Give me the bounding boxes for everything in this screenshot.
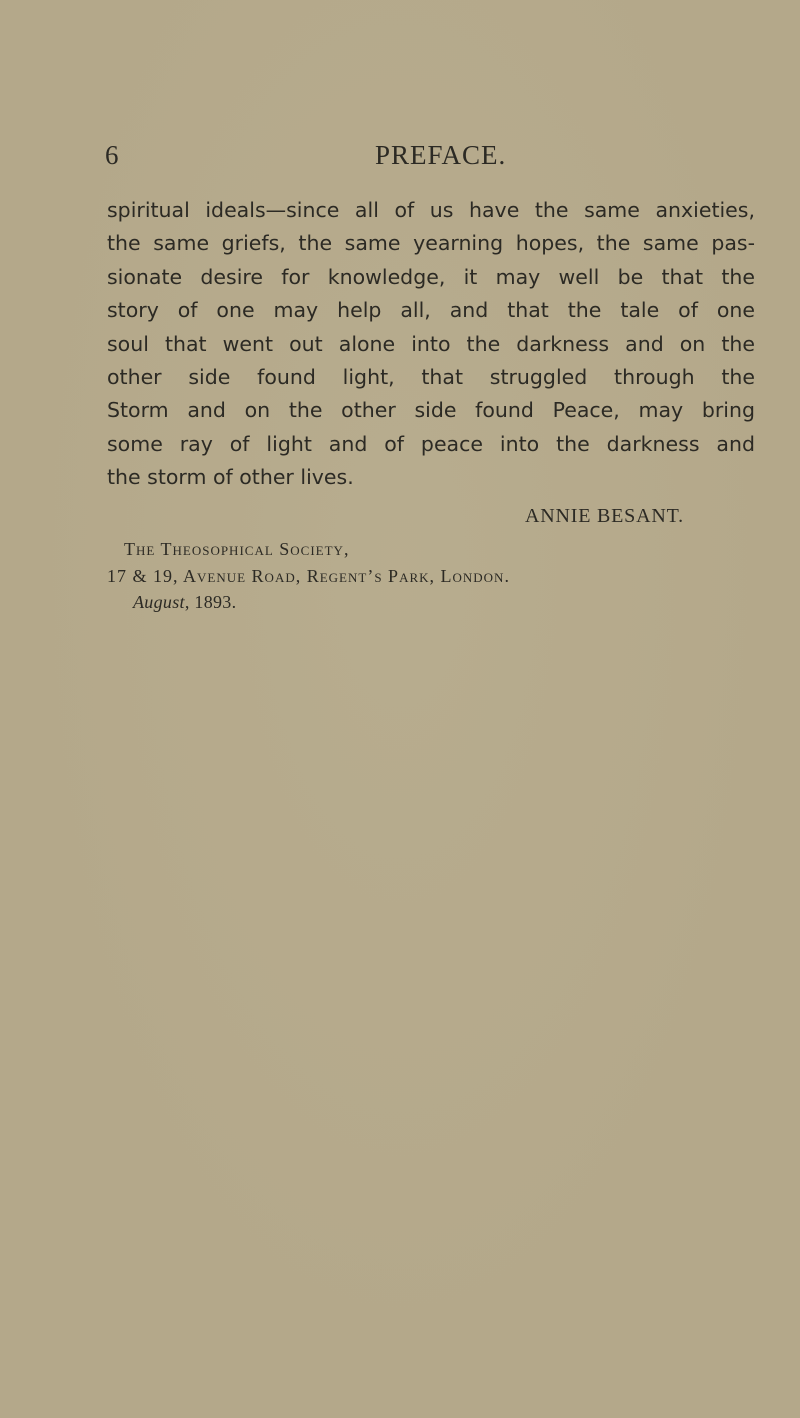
text-line: the same griefs, the same yearning hopes, the same pas- bbox=[107, 231, 755, 256]
text-line: sionate desire for knowledge, it may well be that the bbox=[107, 264, 755, 289]
text-line: the storm of other lives. bbox=[107, 465, 354, 490]
running-title: PREFACE. bbox=[375, 140, 507, 170]
page-number: 6 bbox=[105, 140, 119, 170]
date-month: August bbox=[133, 592, 185, 612]
address-organization: The Theosophical Society, bbox=[124, 539, 350, 559]
address-street: 17 & 19, Avenue Road, Regent’s Park, London. bbox=[107, 565, 510, 586]
text-line: story of one may help all, and that the tale of one bbox=[107, 298, 755, 323]
text-line: soul that went out alone into the darkness and on the bbox=[107, 331, 755, 356]
running-head bbox=[105, 138, 755, 172]
text-line: spiritual ideals—since all of us have the same anxieties, bbox=[107, 198, 755, 222]
preface-paragraph bbox=[107, 194, 755, 495]
address-block bbox=[107, 536, 510, 616]
text-line: some ray of light and of peace into the darkness and bbox=[107, 431, 755, 456]
text-line: Storm and on the other side found Peace, may bring bbox=[107, 398, 755, 423]
author-signature: ANNIE BESANT. bbox=[525, 505, 684, 527]
text-line: other side found light, that struggled through the bbox=[107, 364, 755, 389]
address-date bbox=[107, 589, 510, 616]
date-year: , 1893. bbox=[184, 592, 237, 612]
